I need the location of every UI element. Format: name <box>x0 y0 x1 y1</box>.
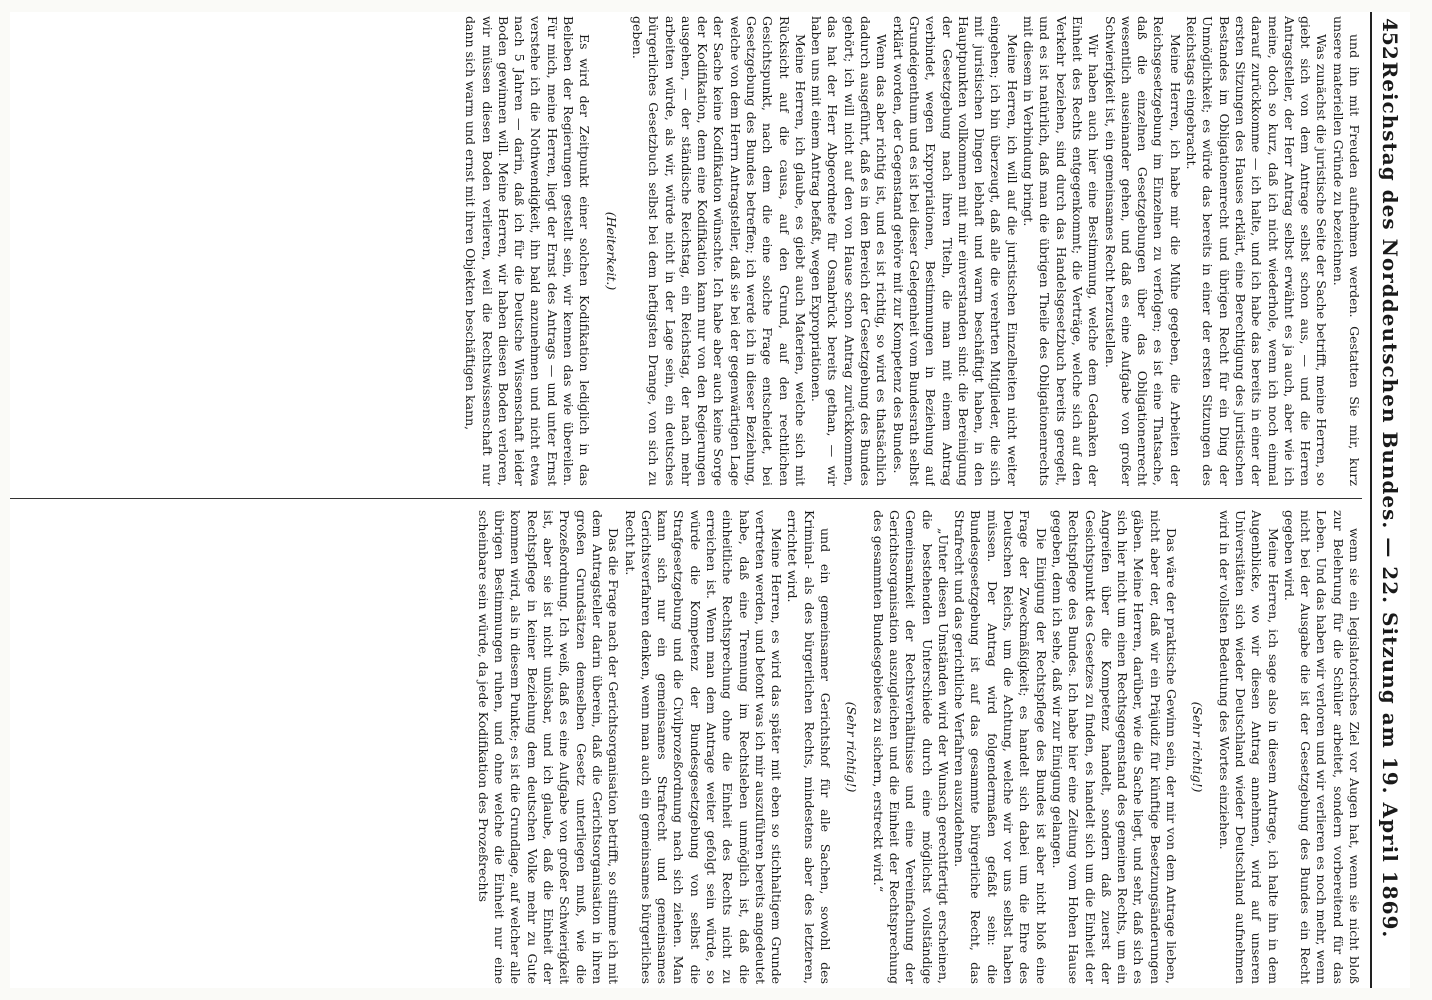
paragraph: Die Einigung der Rechtspflege des Bundes ist aber nicht bloß eine Frage der Zweckmäßigkeit; es handelt sich dabei um die Ehre des Deutschen Reichs, um die Achtung, welche wir vor uns selbst haben müssen. Der Antrag wird folgendermaßen gefaßt sein: die Bundesgesetzgebung ist auf das gesammte bürgerliche Recht, das Strafrecht und das gerichtliche Verfahren auszudehnen. <box>952 510 1049 984</box>
column-separator <box>10 498 1362 499</box>
paragraph: Meine Herren, ich glaube, es giebt auch Materien, welche sich mit Rücksicht auf die causa, auf den Grund, auf den rechtlichen Gesichtspunkt, nach dem die eine solche Frage entscheidet, bei Gesetzgebung des Bundes betreffen; ich werde ich in dieser Beziehung, welche von dem Herrn Antragsteller, daß sie bei der gegenwärtigen Lage der Sache keine Kodifikation wünschte. Ich habe aber auch keine Sorge der Kodifikation, denn eine Kodifikation kann nur von den Regierungen ausgehen, — der ständische Reichstag, ein Reichstag, der nach mehr arbeiten würde, als wir, würde nicht in der Lage sein, ein deutsches bürgerliches Gesetzbuch selbst bei dem heftigsten Drange, von sich zu geben. <box>629 16 808 486</box>
paragraph: Meine Herren, ich sage also in diesem Antrage, ich halte ihn in dem Augenblicke, wo wir diesen Antrag annehmen, wird auf unseren Universitäten sich wieder Deutschland wieder Deutschland aufnehmen wird in der vollsten Bedeutung des Wortes einziehen. <box>1216 510 1281 984</box>
paragraph: Meine Herren, ich will auf die juristischen Einzelheiten nicht weiter eingehen; ich bin überzeugt, daß alle die verehrten Mitglieder, die sich mit juristischen Dingen lebhaft und warm beschäftigt haben, in den Hauptpunkten vollkommen mit mir einverstanden sind: die Bereinigung der Gesetzgebung nach ihren Titeln, die man mit einem Antrag verbindet, wegen Expropriationen, Bestimmungen in Beziehung auf Grundeigenthum und es ist bei dieser Gelegenheit vom Bundesrath selbst erklärt worden, der Gegenstand gehöre mit zur Kompetenz des Bundes. <box>890 16 1020 486</box>
left-column <box>10 16 1362 486</box>
paragraph: Wir haben auch hier eine Bestimmung, welche dem Gedanken der Einheit des Rechts entgegenkommt; die Verträge, welche sich auf den Verkehr beziehen, sind durch das Handelsgesetzbuch bereits geregelt, und es ist natürlich, daß man die übrigen Theile des Obligationenrechts mit diesem in Verbindung bringt. <box>1021 16 1102 486</box>
paragraph: (Sehr richtig!) <box>1190 701 1206 793</box>
page-number: 452 <box>1378 18 1402 60</box>
paragraph: Meine Herren, es wird das später mit eben so stichhaltigem Grunde vertreten werden, und betont was ich mir auszuführen bereits angedeutet habe, daß eine Trennung im Rechtsleben unmöglich ist, daß die einheitliche Rechtsprechung ohne die Einheit des Rechts nicht zu erreichen ist. Wenn man dem Antrage weiter gefolgt sein würde, so würde die Kompetenz der Bundesgesetzgebung von selbst die Strafgesetzgebung und die Civilprozeßordnung nach sich ziehen. Man kann sich nur ein gemeinsames Strafrecht und gemeinsames Gerichtsverfahren denken, wenn man auch ein gemeinsames bürgerliches Recht hat. <box>622 510 785 984</box>
page-title: Reichstag des Norddeutschen Bundes. — 22. Sitzung am 19. April 1869. <box>1378 61 1402 939</box>
paragraph: Was zunächst die juristische Seite der Sache betrifft, meine Herren, so giebt sich von dem Antrage selbst schon aus, — und die Herren Antragsteller, der Herr Antrag selbst erwähnt es ja auch, aber wie ich meine, doch so kurz, daß ich nicht wiederhole, wenn ich noch einmal darauf zurückkomme — ich halte, und ich habe das bereits in einer der ersten Sitzungen des Hauses erklärt, eine Berechtigung des juristischen Bestandes im Obligationenrecht und übrigen Recht für ein Ding der Unmöglichkeit; es würde das bereits in einer der ersten Sitzungen des Reichstags eingebracht. <box>1184 16 1330 486</box>
paragraph: Meine Herren, ich habe mir die Mühe gegeben, die Arbeiten der Reichsgesetzgebung im Einzelnen zu verfolgen; es ist eine Thatsache, daß die einzelnen Gesetzgebungen über das Obligationenrecht wesentlich auseinander gehen, und daß es eine Aufgabe von großer Schwierigkeit ist, ein gemeinsames Recht herzustellen. <box>1102 16 1183 486</box>
paragraph: Das wäre der praktische Gewinn sein, der mir von dem Antrage lieben, nicht aber der, daß wir ein Präjudiz für künftige Besetzungsänderungen gäben. Meine Herren, darüber, wie die Sache liegt, und sehr, daß sich es sich hier nicht um einen Rechtsgegenstand des gemeinen Rechts, um ein Angreifen über die Kompetenz handelt, sondern daß zuerst der Gesichtspunkt des Gesetzes zu finden, es handelt sich um die Einheit der Rechtspflege des Bundes. Ich habe hier eine Zeitung vom Hohen Hause gegeben, denn ich sehe, daß wir zur Einigung gelangen. <box>1049 510 1180 984</box>
paragraph: wenn sie ein legislatorisches Ziel vor Augen hat, wenn sie nicht bloß zur Belehrung für die Schüler arbeitet, sondern vorbereitend für das Leben. Und das haben wir verloren und wir verlieren es noch mehr, wenn nicht bei der Ausgabe die ist der Gesetzgebung des Bundes ein Recht gegeben wird. <box>1281 510 1362 984</box>
paragraph: „Unter diesen Umständen wird der Wunsch gerechtfertigt erscheinen, die bestehenden Unterschiede durch eine möglichst vollständige Gemeinsamkeit der Rechtsverhältnisse und eine Vereinfachung der Gerichtsorganisation auszugleichen und die Einheit der Rechtsprechung des gesammten Bundesgebietes zu sichern, erstreckt wird.“ <box>870 510 951 984</box>
paragraph: (Heiterkeit.) <box>603 211 619 291</box>
paragraph: und ein gemeinsamer Gerichtshof für alle Sachen, sowohl des Kriminal- als des bürgerlichen Rechts, mindestens aber des letzteren, errichtet wird. <box>785 510 834 984</box>
page-header <box>1370 12 1410 988</box>
newspaper-page <box>10 12 1410 988</box>
header-rule <box>1370 12 1372 988</box>
paragraph: (Sehr richtig!) <box>844 701 860 793</box>
paragraph: und ihn mit Freuden aufnehmen werden. Gestatten Sie mir, kurz unsere materiellen Gründe zu bezeichnen. <box>1330 16 1362 486</box>
right-column <box>10 510 1362 984</box>
paragraph: Das die Frage nach der Gerichtsorganisation betrifft, so stimme ich mit dem Antragsteller darin überein, daß die Gerichtsorganisation in ihren großen Grundsätzen demselben Gesetz unterliegen muß, wie die Prozeßordnung. Ich weiß, daß es eine Aufgabe von großer Schwierigkeit ist, aber sie ist nicht unlösbar, und ich glaube, daß die Einheit der Rechtspflege in keiner Beziehung dem deutschen Volke mehr zu Gute kommen wird, als in diesem Punkte; es ist die Grundlage, auf welcher alle übrigen Bestimmungen ruhen, und ohne welche die Einheit nur eine scheinbare sein würde, da jede Kodifikation des Prozeßrechts <box>475 510 622 984</box>
paragraph: Es wird der Zeitpunkt einer solchen Kodifikation lediglich in das Belieben der Regierungen gestellt sein, wir kennen das wie übereilen. Für mich, meine Herren, liegt der Ernst des Antrags — und unter Ernst verstehe ich die Nothwendigkeit, ihn bald anzunehmen und nicht etwa nach 5 Jahren — darin, daß ich für die Deutsche Wissenschaft leider Boden gewinnen will. Meine Herren, wir haben diesen Boden verloren, wir müssen diesen Boden verlieren, weil die Rechtswissenschaft nur dann sich warm und ernst mit ihren Objekten beschäftigen kann, <box>463 16 593 486</box>
paragraph: Wenn das aber richtig ist, und es ist richtig, so wird es thatsächlich dadurch ausgeführt, daß es in den Bereich der Gesetzgebung des Bundes gehört; ich will nicht auf den von Hause schon Antrag zurückkommen, das hat der Herr Abgeordnete für Osnabrück bereits gethan, — wir haben uns mit einem Antrag befaßt, wegen Expropriationen. <box>809 16 890 486</box>
